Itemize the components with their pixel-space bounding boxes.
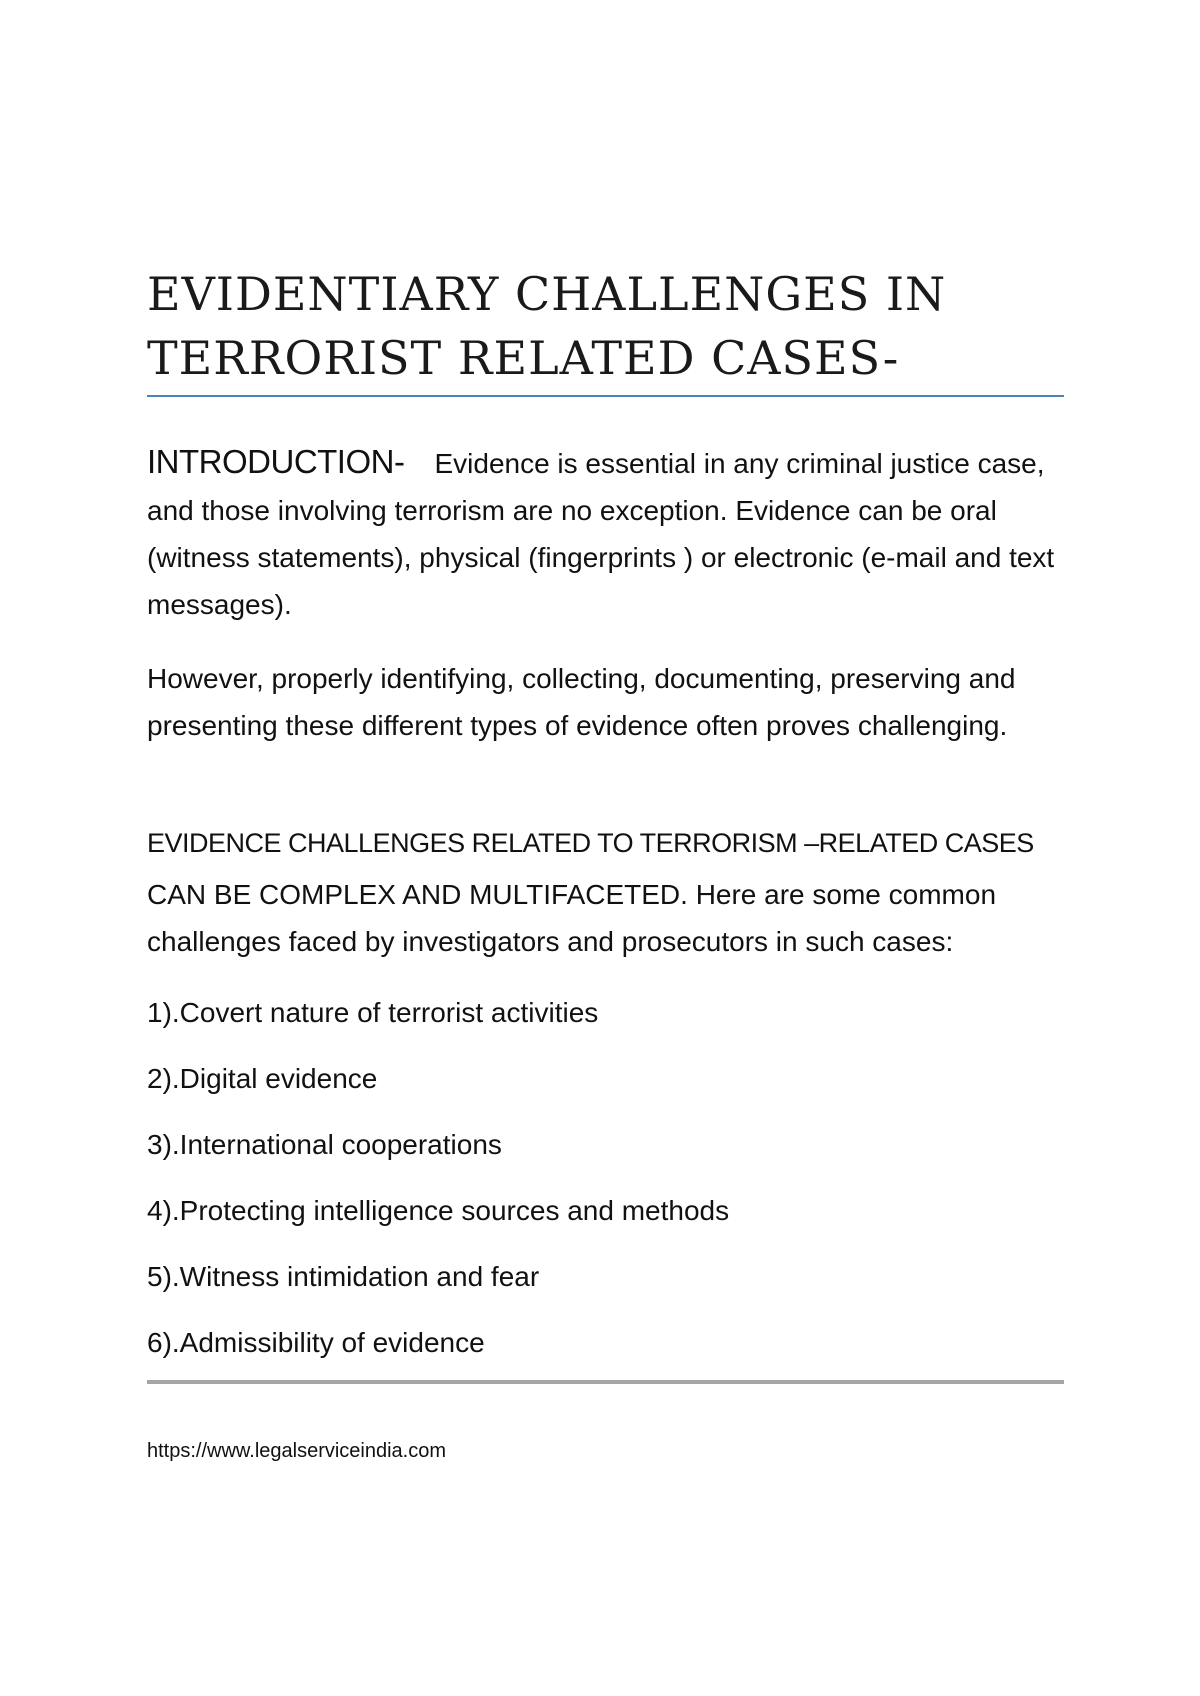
- list-item: 6).Admissibility of evidence: [147, 1327, 485, 1358]
- introduction-text: Evidence is essential in any criminal justice case, and those involving terrorism are no exception. Evidence can be oral (witness statements), physical (fingerprints ) or electronic (e-mail and text messages).: [147, 448, 1055, 620]
- footer-divider: [147, 1380, 1064, 1384]
- title-line-2: TERRORIST RELATED CASES-: [147, 331, 900, 385]
- introduction-paragraph: [147, 438, 1077, 628]
- challenges-paragraph: However, properly identifying, collecting, documenting, preserving and presenting these different types of evidence often proves challenging.: [147, 663, 1016, 741]
- challenges-list: [147, 980, 1077, 1376]
- list-item: 5).Witness intimidation and fear: [147, 1261, 540, 1292]
- list-item: 1).Covert nature of terrorist activities: [147, 997, 599, 1028]
- title-underline-rule: [147, 395, 1064, 397]
- evidence-challenges-heading: EVIDENCE CHALLENGES RELATED TO TERRORISM –RELATED CASES: [147, 828, 1034, 858]
- list-item: 4).Protecting intelligence sources and methods: [147, 1195, 730, 1226]
- list-item: 2).Digital evidence: [147, 1063, 378, 1094]
- document-title: [147, 262, 1067, 390]
- evidence-challenges-text: CAN BE COMPLEX AND MULTIFACETED. Here are some common challenges faced by investigators and prosecutors in such cases:: [147, 879, 997, 957]
- evidence-challenges-paragraph: [147, 815, 1077, 965]
- list-item: 3).International cooperations: [147, 1129, 502, 1160]
- title-line-1: EVIDENTIARY CHALLENGES IN: [147, 267, 947, 321]
- footer-link[interactable]: https://www.legalserviceindia.com: [147, 1440, 447, 1462]
- introduction-label: INTRODUCTION-: [147, 443, 405, 480]
